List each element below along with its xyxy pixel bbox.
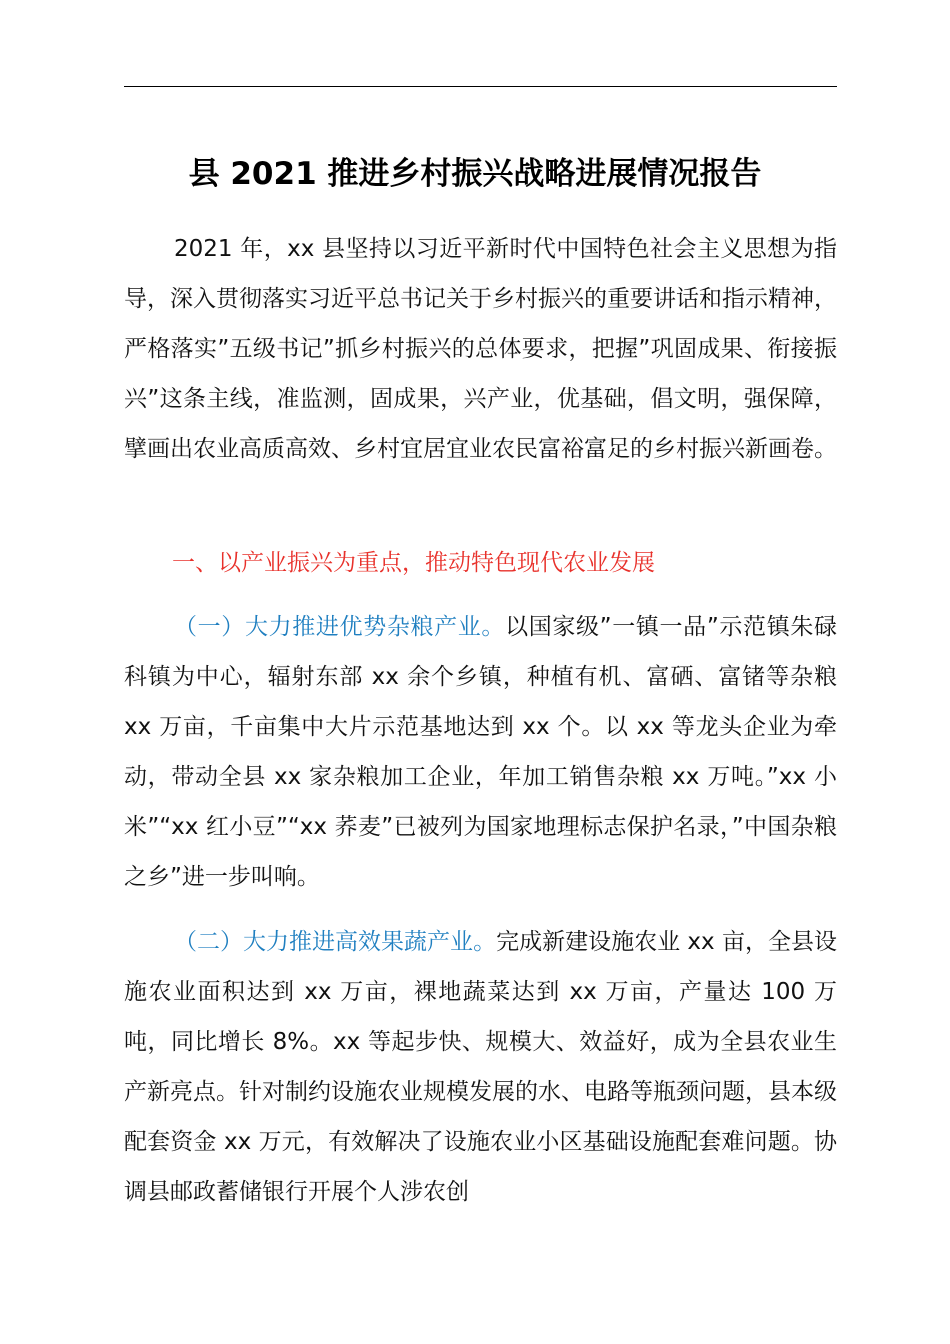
intro-paragraph: 2021 年，xx 县坚持以习近平新时代中国特色社会主义思想为指导，深入贯彻落实习近平总书记关于乡村振兴的重要讲话和指示精神，严格落实”五级书记”抓乡村振兴的总体要求，把握”巩固成果、衔接振兴”这条主线，准监测，固成果，兴产业，优基础，倡文明，强保障，擘画出农业高质高效、乡村宜居宜业农民富裕富足的乡村振兴新画卷。 (124, 236, 837, 462)
item1-paragraph (124, 602, 837, 902)
item1-body: 以国家级”一镇一品”示范镇朱碌科镇为中心，辐射东部 xx 余个乡镇，种植有机、富硒、富锗等杂粮 xx 万亩，千亩集中大片示范基地达到 xx 个。以 xx 等龙头企业为牵动，带动全县 xx 家杂粮加工企业，年加工销售杂粮 xx 万吨。”xx 小米”“xx 红小豆”“xx 荞麦”已被列为国家地理标志保护名录，”中国杂粮之乡”进一步叫响。 (124, 614, 837, 890)
document-title: 县 2021 推进乡村振兴战略进展情况报告 (188, 156, 762, 192)
item2-body: 完成新建设施农业 xx 亩，全县设施农业面积达到 xx 万亩，裸地蔬菜达到 xx 万亩，产量达 100 万吨，同比增长 8%。xx 等起步快、规模大、效益好，成为全县农业生产新亮点。针对制约设施农业规模发展的水、电路等瓶颈问题，县本级配套资金 xx 万元，有效解决了设施农业小区基础设施配套难问题。协调县邮政蓄储银行开展个人涉农创 (124, 929, 837, 1205)
item2-heading: （二）大力推进高效果蔬产业。 (174, 929, 497, 955)
item1-heading: （一）大力推进优势杂粮产业。 (174, 614, 506, 640)
item2-paragraph (124, 917, 837, 1217)
header-rule (124, 86, 837, 87)
section-heading: 一、以产业振兴为重点，推动特色现代农业发展 (172, 550, 655, 576)
